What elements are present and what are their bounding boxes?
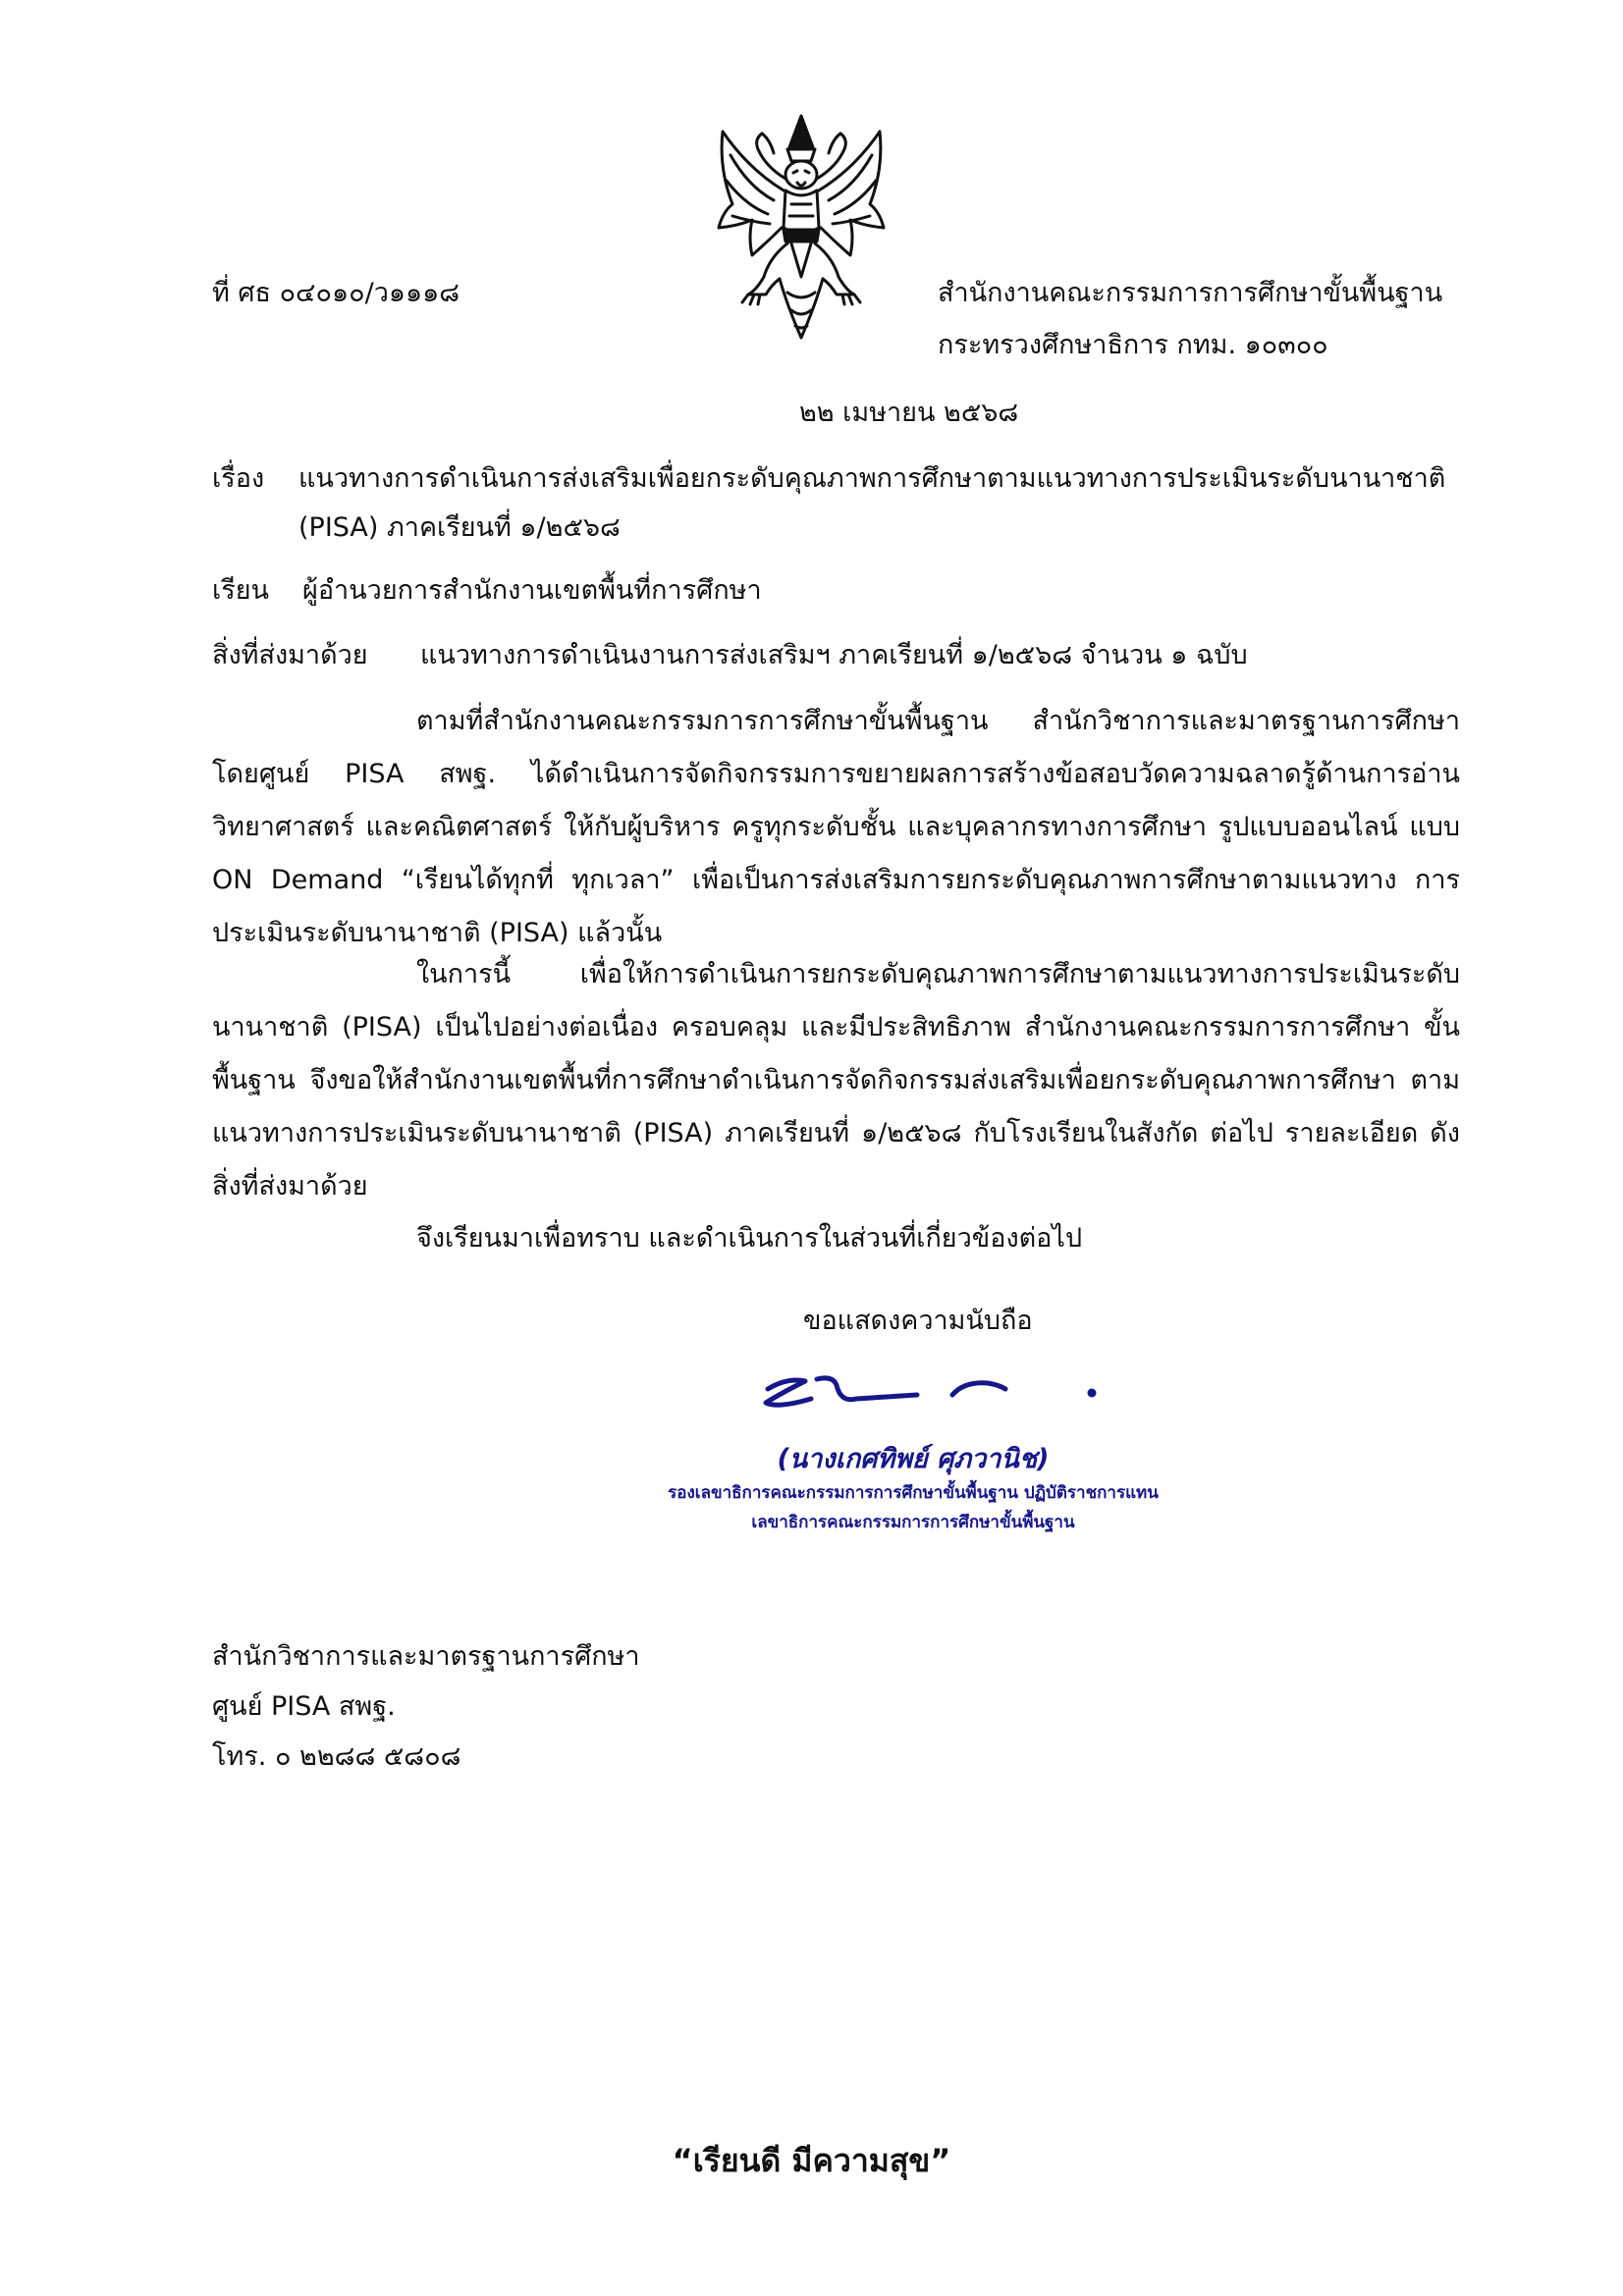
reference-number: ที่ ศธ ๐๔๐๑๐/ว๑๑๑๘ bbox=[212, 278, 460, 308]
motto: “เรียนดี มีความสุข” bbox=[672, 2142, 951, 2179]
body-paragraph-2: ในการนี้ เพื่อให้การดำเนินการยกระดับคุณภาพการศึกษาตามแนวทางการประเมินระดับ นานาชาติ (PISA) เป็นไปอย่างต่อเนื่อง ครอบคลุม และมีประสิทธิภาพ สำนักงานคณะกรรมการการศึกษา ขั้นพื้นฐาน จึงขอให้สำนักงานเขตพื้นที่การศึกษาดำเนินการจัดกิจกรรมส่งเสริมเพื่อยกระดับคุณภาพการศึกษา ตามแนวทางการประเมินระดับนานาชาติ (PISA) ภาคเรียนที่ ๑/๒๕๖๘ กับโรงเรียนในสังกัด ต่อไป รายละเอียด ดังสิ่งที่ส่งมาด้วย bbox=[212, 959, 1460, 1201]
handwritten-signature-icon bbox=[748, 1360, 1121, 1428]
enclosure-label: สิ่งที่ส่งมาด้วย bbox=[212, 640, 368, 670]
issuing-office-address: กระทรวงศึกษาธิการ กทม. ๑๐๓๐๐ bbox=[938, 330, 1328, 360]
body-paragraph-1: ตามที่สำนักงานคณะกรรมการการศึกษาขั้นพื้นฐาน สำนักวิชาการและมาตรฐานการศึกษา โดยศูนย์ PISA สพฐ. ได้ดำเนินการจัดกิจกรรมการขยายผลการสร้างข้อสอบวัดความฉลาดรู้ด้านการอ่าน วิทยาศาสตร์ และคณิตศาสตร์ ให้กับผู้บริหาร ครูทุกระดับชั้น และบุคลากรทางการศึกษา รูปแบบออนไลน์ แบบ ON Demand “เรียนได้ทุกที่ ทุกเวลา” เพื่อเป็นการส่งเสริมการยกระดับคุณภาพการศึกษาตามแนวทาง การประเมินระดับนานาชาติ (PISA) แล้วนั้น bbox=[212, 706, 1460, 948]
contact-unit: สำนักวิชาการและมาตรฐานการศึกษา bbox=[212, 1641, 640, 1672]
contact-center: ศูนย์ PISA สพฐ. bbox=[212, 1691, 396, 1722]
recipient-text: ผู้อำนวยการสำนักงานเขตพื้นที่การศึกษา bbox=[302, 575, 762, 606]
complimentary-close: ขอแสดงความนับถือ bbox=[803, 1306, 1033, 1336]
recipient-label: เรียน bbox=[212, 575, 270, 606]
contact-phone: โทร. ๐ ๒๒๘๘ ๕๘๐๘ bbox=[212, 1741, 461, 1772]
signatory-name: (นางเกศทิพย์ ศุภวานิช) bbox=[777, 1444, 1050, 1474]
signatory-title-line-2: เลขาธิการคณะกรรมการการศึกษาขั้นพื้นฐาน bbox=[751, 1513, 1075, 1532]
closing-request: จึงเรียนมาเพื่อทราบ และดำเนินการในส่วนที่เกี่ยวข้องต่อไป bbox=[416, 1223, 1083, 1254]
signatory-title-line-1: รองเลขาธิการคณะกรรมการการศึกษาขั้นพื้นฐาน ปฏิบัติราชการแทน bbox=[668, 1483, 1159, 1503]
garuda-emblem-icon bbox=[709, 110, 893, 346]
subject-label: เรื่อง bbox=[212, 463, 265, 494]
issuing-office: สำนักงานคณะกรรมการการศึกษาขั้นพื้นฐาน bbox=[938, 278, 1443, 308]
document-date: ๒๒ เมษายน ๒๕๖๘ bbox=[799, 398, 1019, 428]
enclosure-text: แนวทางการดำเนินงานการส่งเสริมฯ ภาคเรียนที่ ๑/๒๕๖๘ จำนวน ๑ ฉบับ bbox=[420, 640, 1248, 670]
subject-line-2: (PISA) ภาคเรียนที่ ๑/๒๕๖๘ bbox=[298, 512, 621, 543]
subject-line-1: แนวทางการดำเนินการส่งเสริมเพื่อยกระดับคุณภาพการศึกษาตามแนวทางการประเมินระดับนานาชาติ bbox=[298, 463, 1446, 494]
